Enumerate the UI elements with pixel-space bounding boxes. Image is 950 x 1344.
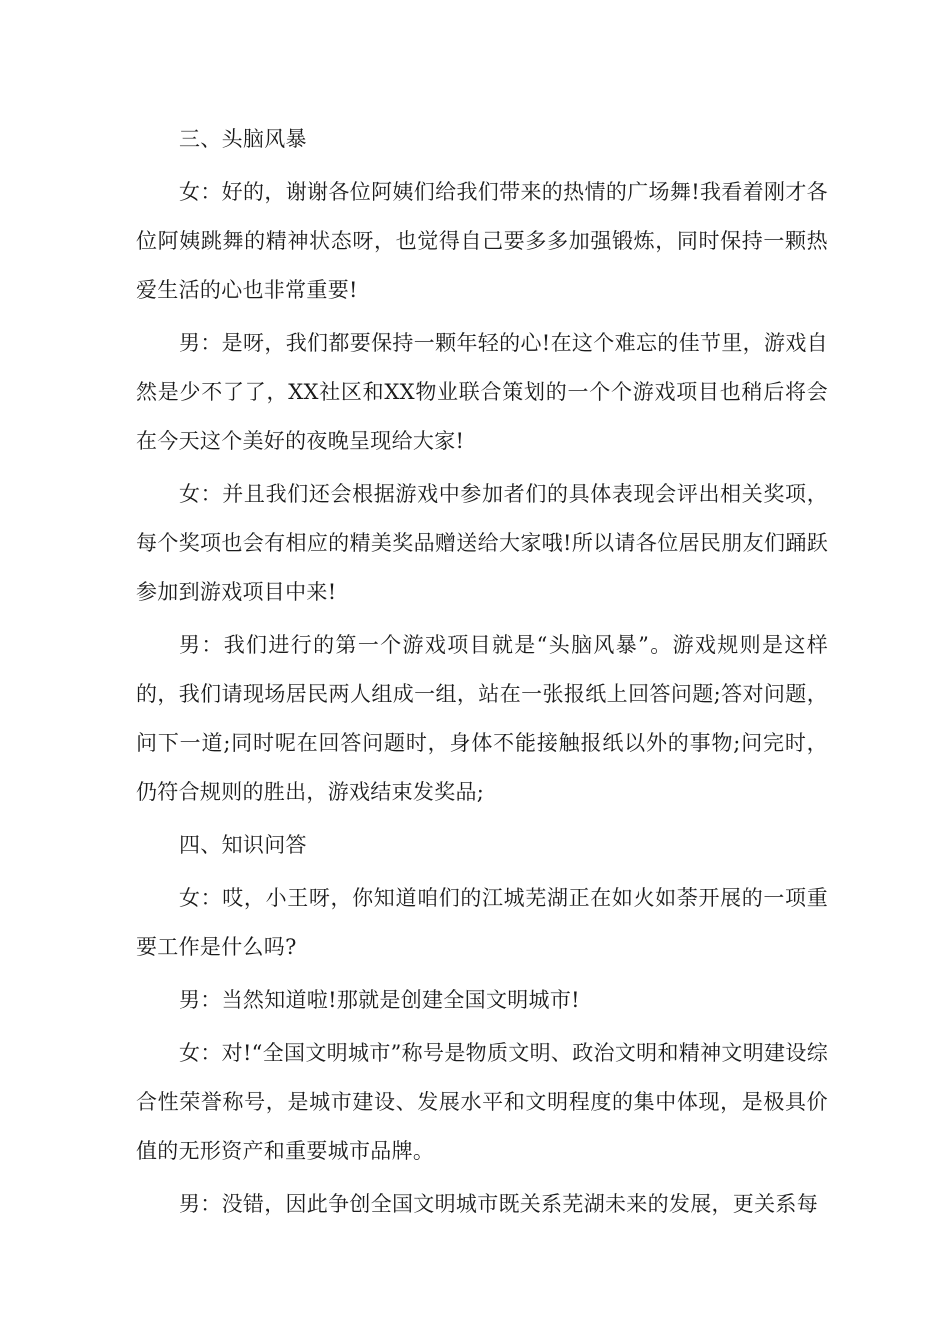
dialogue-paragraph: 男：我们进行的第一个游戏项目就是“头脑风暴”。游戏规则是这样的，我们请现场居民两人组成一组，站在一张报纸上回答问题;答对问题，问下一道;同时呢在回答问题时，身体不能接触报纸以外的事物;问完时，仍符合规则的胜出，游戏结束发奖品; bbox=[136, 633, 828, 804]
dialogue-paragraph: 男：当然知道啦!那就是创建全国文明城市! bbox=[179, 988, 580, 1012]
dialogue-paragraph: 女：好的，谢谢各位阿姨们给我们带来的热情的广场舞!我看着刚才各位阿姨跳舞的精神状态呀，也觉得自己要多多加强锻炼，同时保持一颗热爱生活的心也非常重要! bbox=[136, 180, 828, 302]
section-heading-brainstorm: 三、头脑风暴 bbox=[179, 127, 307, 151]
dialogue-paragraph: 男：没错，因此争创全国文明城市既关系芜湖未来的发展，更关系每 bbox=[179, 1192, 818, 1216]
section-heading-quiz: 四、知识问答 bbox=[179, 833, 307, 857]
document-body bbox=[136, 115, 828, 1233]
dialogue-paragraph: 女：对!“全国文明城市”称号是物质文明、政治文明和精神文明建设综合性荣誉称号，是城市建设、发展水平和文明程度的集中体现，是极具价值的无形资产和重要城市品牌。 bbox=[136, 1041, 828, 1163]
dialogue-paragraph: 女：哎，小王呀，你知道咱们的江城芜湖正在如火如荼开展的一项重要工作是什么吗? bbox=[136, 886, 828, 959]
dialogue-paragraph: 女：并且我们还会根据游戏中参加者们的具体表现会评出相关奖项，每个奖项也会有相应的精美奖品赠送给大家哦!所以请各位居民朋友们踊跃参加到游戏项目中来! bbox=[136, 482, 828, 604]
dialogue-paragraph: 男：是呀，我们都要保持一颗年轻的心!在这个难忘的佳节里，游戏自然是少不了了，XX社区和XX物业联合策划的一个个游戏项目也稍后将会在今天这个美好的夜晚呈现给大家! bbox=[136, 331, 828, 453]
